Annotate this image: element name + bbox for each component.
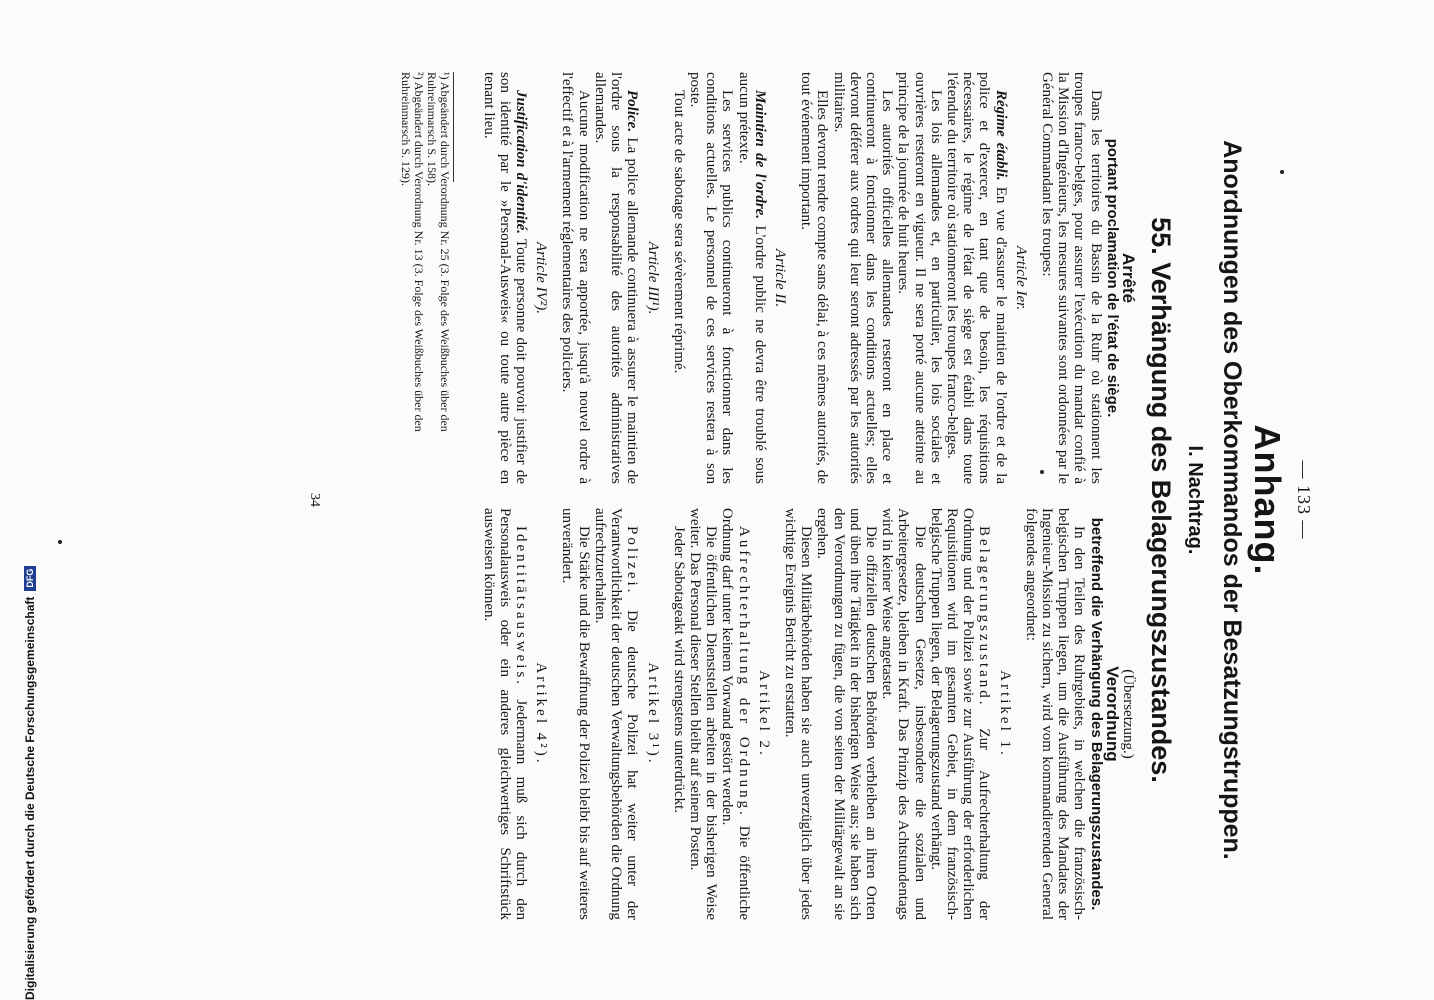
french-article-4-heading: Article IV²).: [533, 242, 550, 314]
german-column: [480, 508, 1136, 920]
german-article-3-paragraph: [592, 508, 641, 920]
page-number-top: — 133 —: [1294, 460, 1314, 540]
german-article-3-paragraph-2: Die Stärke und die Bewaffnung der Polizei bleibt bis auf weiteres unverändert.: [559, 508, 592, 920]
print-speck: [1280, 170, 1284, 174]
footnote-rule: [453, 72, 454, 182]
german-article-1-paragraph-4: Diesen Militärbehörden haben sie auch unverzüglich über jedes wichtige Ereignis Bericht zu erstatten.: [781, 508, 815, 920]
german-article-4-lead: Identitätsausweis.: [513, 526, 530, 688]
german-article-2-paragraph: [719, 508, 751, 920]
french-article-3-text: La police allemande continuera à assurer le maintien de l'ordre sous la responsabilité des autorités administratives allemandes.: [591, 72, 641, 485]
french-subtitle: portant proclamation de l'état de siège.: [1103, 138, 1121, 418]
page-number-bottom: 34: [307, 493, 322, 507]
print-speck: [58, 540, 62, 544]
german-article-3-lead: Polizei.: [624, 526, 641, 596]
french-article-4-paragraph: [480, 72, 529, 484]
footer-text: Digitalisierung gefördert durch die Deutsche Forschungsgemeinschaft: [23, 596, 37, 1000]
heading-sub: Anordnungen des Oberkommandos der Besatzungstruppen.: [1218, 140, 1246, 860]
german-article-1-lead: Belagerungszustand.: [976, 526, 993, 708]
french-article-4-lead: Justification d'identité.: [513, 90, 530, 234]
french-article-2-paragraph-2: Les services publics continueront à fonctionner dans les conditions actuelles. Le personnel de ces services restera à son poste.: [686, 72, 736, 484]
french-intro: Dans les territoires du Bassin de la Ruhr où stationnent les troupes franco-belges, pour assurer l'exécution du mandat confié à la Mission d'Ingénieurs, les mesures suivantes sont ordonnées par le Général Commandant les troupes:: [1038, 72, 1104, 484]
footnote-1: ¹) Abgeändert durch Verordnung Nr. 25 (3. Folge des Weißbuches über den Ruhreinmarsch S. 158).: [425, 72, 452, 432]
heading-main: Anhang.: [1247, 424, 1288, 576]
french-article-1-paragraph-4: Elles devront rendre compte sans délai, à ces mêmes autorités, de tout événement important.: [798, 72, 831, 484]
french-column: [480, 72, 1136, 484]
german-translation-note: (Übersetzung.): [1120, 669, 1136, 759]
german-article-1-paragraph-3: Die offiziellen deutschen Behörden verbleiben an ihren Orten und üben ihre Tätigkeit in der bisherigen Weise aus; sie haben sich den Verordnungen zu fügen, die von seiten der Militärgewalt an sie ergehen.: [814, 508, 879, 920]
german-article-1-paragraph: [928, 508, 993, 920]
footnote-2: ²) Abgeändert durch Verordnung Nr. 13 (3. Folge des Weißbuches über den Ruhreinmarsch S. 129).: [399, 72, 426, 432]
french-article-3-heading: Article III¹).: [644, 241, 661, 315]
german-article-2-paragraph-3: Jeder Sabotageakt wird strengstens unterdrückt.: [670, 526, 687, 813]
french-article-4-text: Toute personne doit pouvoir justifier de son identité par le »Personal-Ausweis« ou toute autre pièce en tenant lieu.: [480, 72, 530, 485]
french-article-3-lead: Police.: [624, 90, 641, 133]
german-article-2-text: Die öffentliche Ordnung darf unter keinem Vorwand gestört werden.: [719, 508, 752, 921]
dfg-logo-icon: DFG: [24, 566, 36, 591]
german-subtitle: betreffend die Verhängung des Belagerungszustandes.: [1087, 517, 1105, 911]
german-article-2-paragraph-2: Die öffentlichen Dienststellen arbeiten in der bisherigen Weise weiter. Das Personal dieser Stellen bleibt auf seinem Posten.: [686, 508, 720, 920]
french-article-1-paragraph: [944, 72, 1009, 484]
digitization-footer: [20, 0, 40, 1000]
french-article-2-heading: Article II.: [771, 248, 788, 308]
german-article-2-lead: Aufrechterhaltung der Ordnung.: [735, 526, 752, 818]
german-title: Verordnung: [1102, 666, 1122, 762]
french-article-2-text: L'ordre public ne devra être troublé sous aucun prétexte.: [735, 72, 768, 484]
german-article-3-heading: Artikel 3¹).: [644, 662, 661, 766]
french-article-3-paragraph-2: Aucune modification ne sera apportée, jusqu'à nouvel ordre à l'effectif et à l'armement réglementaires des policiers.: [559, 72, 592, 484]
french-article-1-paragraph-3: Les autorités officielles allemandes resteront en place et continueront à fonctionner dans les conditions actuelles; elles devront déférer aux ordres qui leur seront adressés par les autorités militaires.: [830, 72, 896, 484]
french-article-1-text: En vue d'assurer le maintien de l'ordre et de la police et d'exercer, en tant que de besoin, les réquisitions nécessaires, le régime de l'état de siège est établi dans toute l'étendue du territoire où stationneront les troupes franco-belges.: [943, 72, 1009, 484]
french-article-1-heading: Article Ier.: [1012, 245, 1029, 311]
german-article-2-heading: Artikel 2.: [755, 670, 772, 758]
french-article-2-lead: Maintien de l'ordre.: [751, 90, 768, 220]
french-article-2-paragraph: [735, 72, 767, 484]
german-article-4-heading: Artikel 4²).: [533, 662, 550, 766]
german-article-4-text: Jedermann muß sich durch den Personalausweis oder ein anderes gleichwertiges Schriftstück ausweisen können.: [480, 508, 530, 920]
german-article-3-text: Die deutsche Polizei hat weiter unter der Verantwortlichkeit der deutschen Verwaltungsbehörden die Ordnung aufrechtzuerhalten.: [591, 508, 641, 920]
german-intro: In den Teilen des Ruhrgebiets, in welchen die französisch-belgischen Truppen liegen, um die Ausführung des Mandates der Ingenieur-Mission zu sichern, wird vom kommandierenden General folgendes angeordnet:: [1022, 508, 1088, 920]
german-article-4-paragraph: [480, 508, 529, 920]
french-article-1-paragraph-2: Les lois allemandes et, en particulier, les lois sociales et ouvrières resteront en vigueur. Il ne sera porté aucune atteinte au principe de la journée de huit heures.: [895, 72, 944, 484]
french-article-3-paragraph: [592, 72, 641, 484]
german-article-1-paragraph-2: Die deutschen Gesetze, insbesondere die sozialen und Arbeitergesetze, bleiben in Kraft. Das Prinzip des Achtstundentags wird in keiner Weise angetastet.: [879, 508, 928, 920]
footnotes: [399, 72, 454, 484]
heading-section: 55. Verhängung des Belagerungszustandes.: [1146, 217, 1176, 783]
french-article-1-lead: Régime établi.: [992, 90, 1009, 181]
german-article-1-heading: Artikel 1.: [996, 670, 1013, 758]
french-title: Arrêté: [1119, 252, 1138, 304]
german-article-1-text: Zur Aufrechterhaltung der Ordnung und der Polizei sowie zur Ausführung der erforderlichen Requisitionen wird im gesamten Gebiet, in dem französisch-belgische Truppen liegen, der Belagerungszustand verhängt.: [927, 508, 993, 921]
heading-supplement: I. Nachtrag.: [1184, 445, 1206, 555]
french-article-2-paragraph-3: Tout acte de sabotage sera sévèrement réprimé.: [670, 90, 687, 374]
